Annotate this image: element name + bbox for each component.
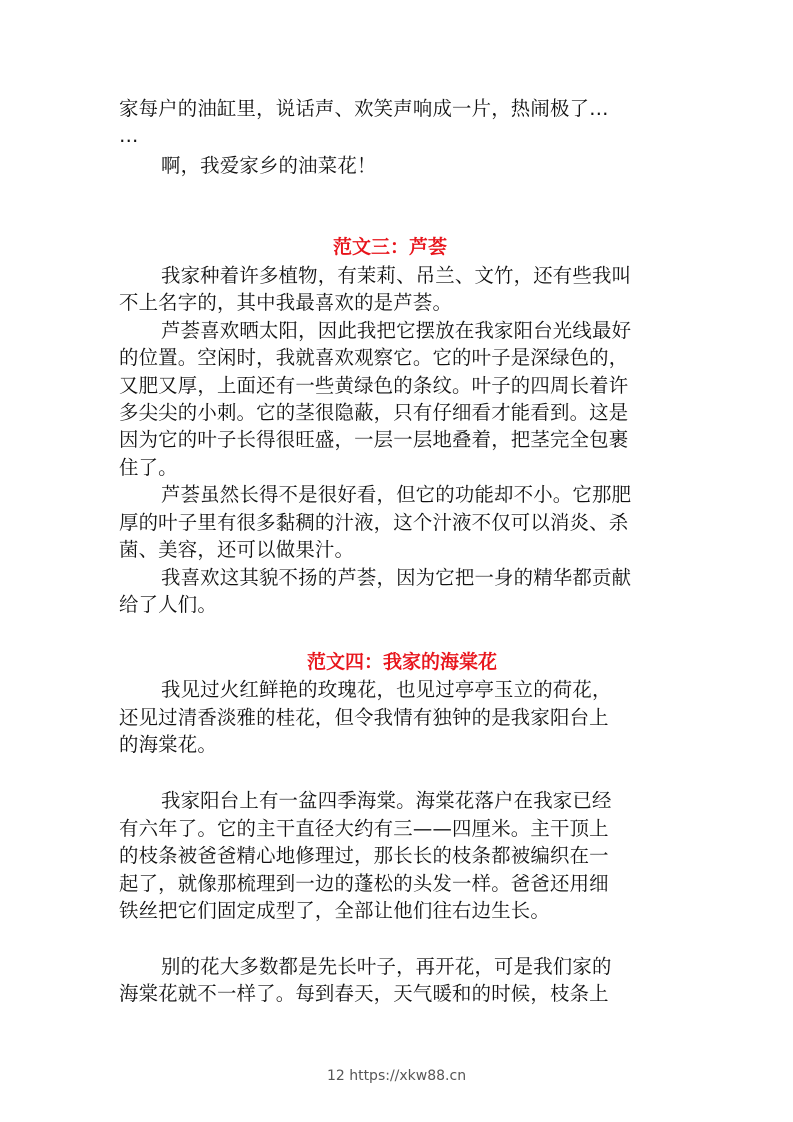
text-line: 菌、美容，还可以做果汁。 [119, 538, 355, 561]
text-line: 给了人们。 [119, 593, 217, 616]
closing-line: 啊，我爱家乡的油菜花！ [161, 154, 377, 177]
text-line: 的位置。空闲时，我就喜欢观察它。它的叶子是深绿色的， [119, 346, 629, 369]
text-line: 家每户的油缸里，说话声、欢笑声响成一片，热闹极了… [119, 97, 609, 120]
text-line: 芦荟虽然长得不是很好看，但它的功能却不小。它那肥 [161, 483, 632, 506]
text-line: 厚的叶子里有很多黏稠的汁液，这个汁液不仅可以消炎、杀 [119, 511, 629, 534]
text-line: 因为它的叶子长得很旺盛，一层一层地叠着，把茎完全包裹 [119, 428, 629, 451]
text-line: 海棠花就不一样了。每到春天，天气暖和的时候，枝条上 [119, 982, 609, 1005]
text-line: 又肥又厚，上面还有一些黄绿色的条纹。叶子的四周长着许 [119, 374, 629, 397]
text-line: … [119, 124, 139, 147]
text-line: 我见过火红鲜艳的玫瑰花，也见过亭亭玉立的荷花， [161, 678, 612, 701]
essay4-title: 范文四：我家的海棠花 [307, 651, 498, 673]
text-line: 的海棠花。 [119, 733, 217, 756]
text-line: 的枝条被爸爸精心地修理过，那长长的枝条都被编织在一 [119, 844, 609, 867]
text-line: 铁丝把它们固定成型了，全部让他们往右边生长。 [119, 899, 550, 922]
text-line: 起了，就像那梳理到一边的蓬松的头发一样。爸爸还用细 [119, 872, 609, 895]
text-line: 住了。 [119, 456, 178, 479]
text-line: 我家阳台上有一盆四季海棠。海棠花落户在我家已经 [161, 789, 612, 812]
text-line: 还见过清香淡雅的桂花，但令我情有独钟的是我家阳台上 [119, 706, 609, 729]
text-line: 我家种着许多植物，有茉莉、吊兰、文竹，还有些我叫 [161, 264, 632, 287]
text-line: 别的花大多数都是先长叶子，再开花，可是我们家的 [161, 955, 612, 978]
text-line: 多尖尖的小刺。它的茎很隐蔽，只有仔细看才能看到。这是 [119, 401, 629, 424]
text-line: 芦荟喜欢晒太阳，因此我把它摆放在我家阳台光线最好 [161, 319, 632, 342]
page-footer: 12 https://xkw88.cn [326, 1068, 467, 1084]
essay3-title: 范文三：芦荟 [333, 236, 448, 258]
text-line: 有六年了。它的主干直径大约有三——四厘米。主干顶上 [119, 817, 609, 840]
text-line: 不上名字的，其中我最喜欢的是芦荟。 [119, 291, 453, 314]
text-line: 我喜欢这其貌不扬的芦荟，因为它把一身的精华都贡献 [161, 566, 632, 589]
